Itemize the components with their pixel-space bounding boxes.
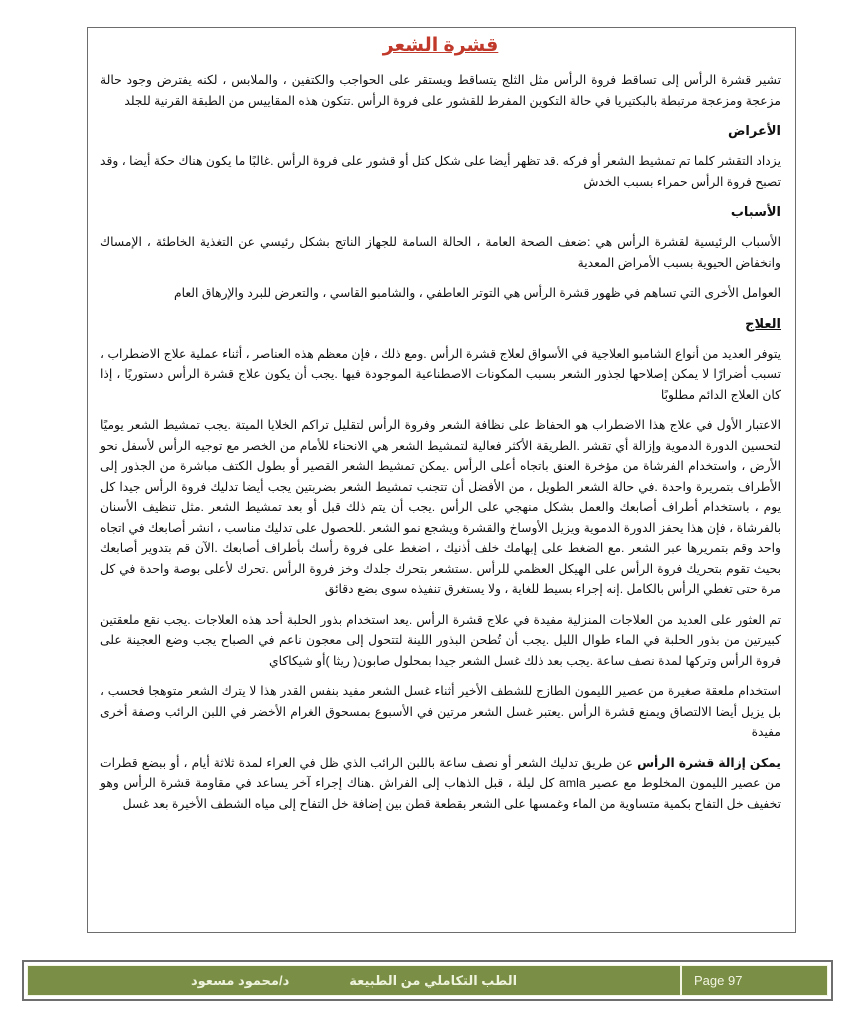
footer-author: د/محمود مسعود: [190, 972, 290, 988]
page-body: [87, 27, 796, 933]
treatment-paragraph-4: استخدام ملعقة صغيرة من عصير الليمون الطازج للشطف الأخير أثناء غسل الشعر مفيد بنفس القدر هذا لا يترك الشعر متوهجا فحسب ، بل يزيل أيضا الالتصاق ويمنع قشرة الرأس .يعتبر غسل الشعر مرتين في الأسبوع بمسحوق الغرام الأخضر في اللبن الرائب وصفة أخرى مفيدة: [100, 684, 781, 739]
paragraph-text: كل ليلة ، قبل الذهاب إلى الفراش .هناك إجراء آخر يساعد في مقاومة قشرة الرأس وهو تخفيف خل التفاح بكمية متساوية من الماء وغمسها على الشعر بقطعة قطن بين إضافة خل التفاح إلى مياه الشطف الأخيرة بعد غسل: [100, 776, 781, 811]
symptoms-paragraph: يزداد التقشر كلما تم تمشيط الشعر أو فركه .قد تظهر أيضا على شكل كتل أو قشور على فروة الرأس .غالبًا ما يكون هناك حكة أيضا ، وقد تصبح فروة الرأس حمراء بسبب الخدش: [100, 154, 781, 189]
footer-title-bar: [28, 966, 680, 995]
intro-paragraph: تشير قشرة الرأس إلى تساقط فروة الرأس مثل الثلج يتساقط ويستقر على الحواجب والكتفين ، والملابس ، لكنه يفترض وجود حالة مزعجة ومزعجة مرتبطة بالبكتيريا في حالة التكوين المفرط للقشور على فروة الرأس .تتكون هذه المقاييس من الطبقة القرنية للجلد: [100, 73, 781, 108]
document-content: [88, 34, 795, 814]
symptoms-heading: الأعراض: [727, 123, 781, 138]
treatment-paragraph-2: الاعتبار الأول في علاج هذا الاضطراب هو الحفاظ على نظافة الشعر وفروة الرأس لتقليل تراكم الخلايا الميتة .يجب تمشيط الشعر يوميًا لتحسين الدورة الدموية وإزالة أي تقشر .الطريقة الأكثر فعالية لتمشيط الشعر هي الانحناء للأمام من الخصر مع توجيه الرأس لأسفل نحو الأرض ، واستخدام الفرشاة من مؤخرة العنق باتجاه أعلى الرأس .يمكن تمشيط الشعر القصير أو بطول الكتف مباشرة من الجذور إلى الأطراف بتمريرة واحدة .في حالة الشعر الطويل ، من الأفضل أن تتجنب تمشيط الشعر بضربتين يجب أيضا تدليك فروة الرأس جيدا كل يوم ، باستخدام أطراف أصابعك والعمل بشكل منهجي على الرأس .يجب أن يتم ذلك قبل أو بعد تمشيط الشعر .مثل تنظيف الأسنان بالفرشاة ، فإن هذا يحفز الدورة الدموية ويزيل الأوساخ والقشرة ويشجع نمو الشعر .للحصول على تدليك مناسب ، انشر أصابعك في اتجاه واحد وقم بتمريرها عبر الشعر .مع الضغط على إبهامك خلف أذنيك ، اضغط على فروة رأسك بأطراف أصابعك .الآن قم بتدوير أصابعك بحيث تقوم بتحريك فروة الرأس على الهيكل العظمي للرأس .ستشعر بتحرك جلدك وخز فروة الرأس .تحرك لأعلى بوصة واحدة في كل مرة حتى تغطي الرأس بالكامل .إنه إجراء بسيط للغاية ، ولا يستغرق تنفيذه سوى بضع دقائق: [100, 418, 781, 596]
causes-paragraph-2: العوامل الأخرى التي تساهم في ظهور قشرة الرأس هي التوتر العاطفي ، والشامبو القاسي ، والتعرض للبرد والإرهاق العام: [173, 286, 781, 300]
treatment-paragraph-5: [100, 753, 781, 815]
latin-term: amla: [559, 776, 586, 790]
treatment-paragraph-3: تم العثور على العديد من العلاجات المنزلية مفيدة في علاج قشرة الرأس .يعد استخدام بذور الحلبة أحد هذه العلاجات .يجب نقع ملعقتين كبيرتين من بذور الحلبة في الماء طوال الليل .يجب أن تُطحن البذور اللينة لتتحول إلى معجون ناعم في الصباح يجب وضع العجينة على فروة الرأس وتركها لمدة نصف ساعة .يجب بعد ذلك غسل الشعر جيدا بمحلول صابون( ريثا )أو شيكاكاي: [100, 612, 781, 668]
paragraph-text: عن طريق تدليك الشعر أو نصف ساعة باللبن الرائب الذي ظل في العراء لمدة ثلاثة أيام ، أو ببضع قطرات من عصير الليمون المخلوط مع عصير: [100, 755, 781, 790]
causes-paragraph-1: الأسباب الرئيسية لقشرة الرأس هي :ضعف الصحة العامة ، الحالة السامة للجهاز الناتج بشكل رئيسي عن التغذية الخاطئة ، الإمساك وانخفاض الحيوية بسبب الأمراض المعدية: [100, 235, 781, 270]
footer-book-title: الطب التكاملي من الطبيعة: [349, 972, 518, 988]
document-title: قشرة الشعر: [382, 35, 499, 56]
page-footer: [22, 960, 833, 1001]
causes-heading: الأسباب: [730, 204, 781, 219]
treatment-heading: العلاج: [745, 315, 781, 331]
bold-lead-text: يمكن إزالة قشرة الرأس: [637, 755, 781, 770]
footer-inner: [27, 965, 828, 996]
treatment-paragraph-1: يتوفر العديد من أنواع الشامبو العلاجية في الأسواق لعلاج قشرة الرأس .ومع ذلك ، فإن معظم هذه العناصر ، أثناء عملية علاج الاضطراب ، تسبب أضرارًا لا يمكن إصلاحها لجذور الشعر بسبب المكونات الاصطناعية الموجودة فيها .يجب أن يكون علاج قشرة الرأس دستوريًا ، إذا كان العلاج الدائم مطلوبًا: [100, 346, 781, 402]
page-number: Page 97: [682, 966, 827, 995]
